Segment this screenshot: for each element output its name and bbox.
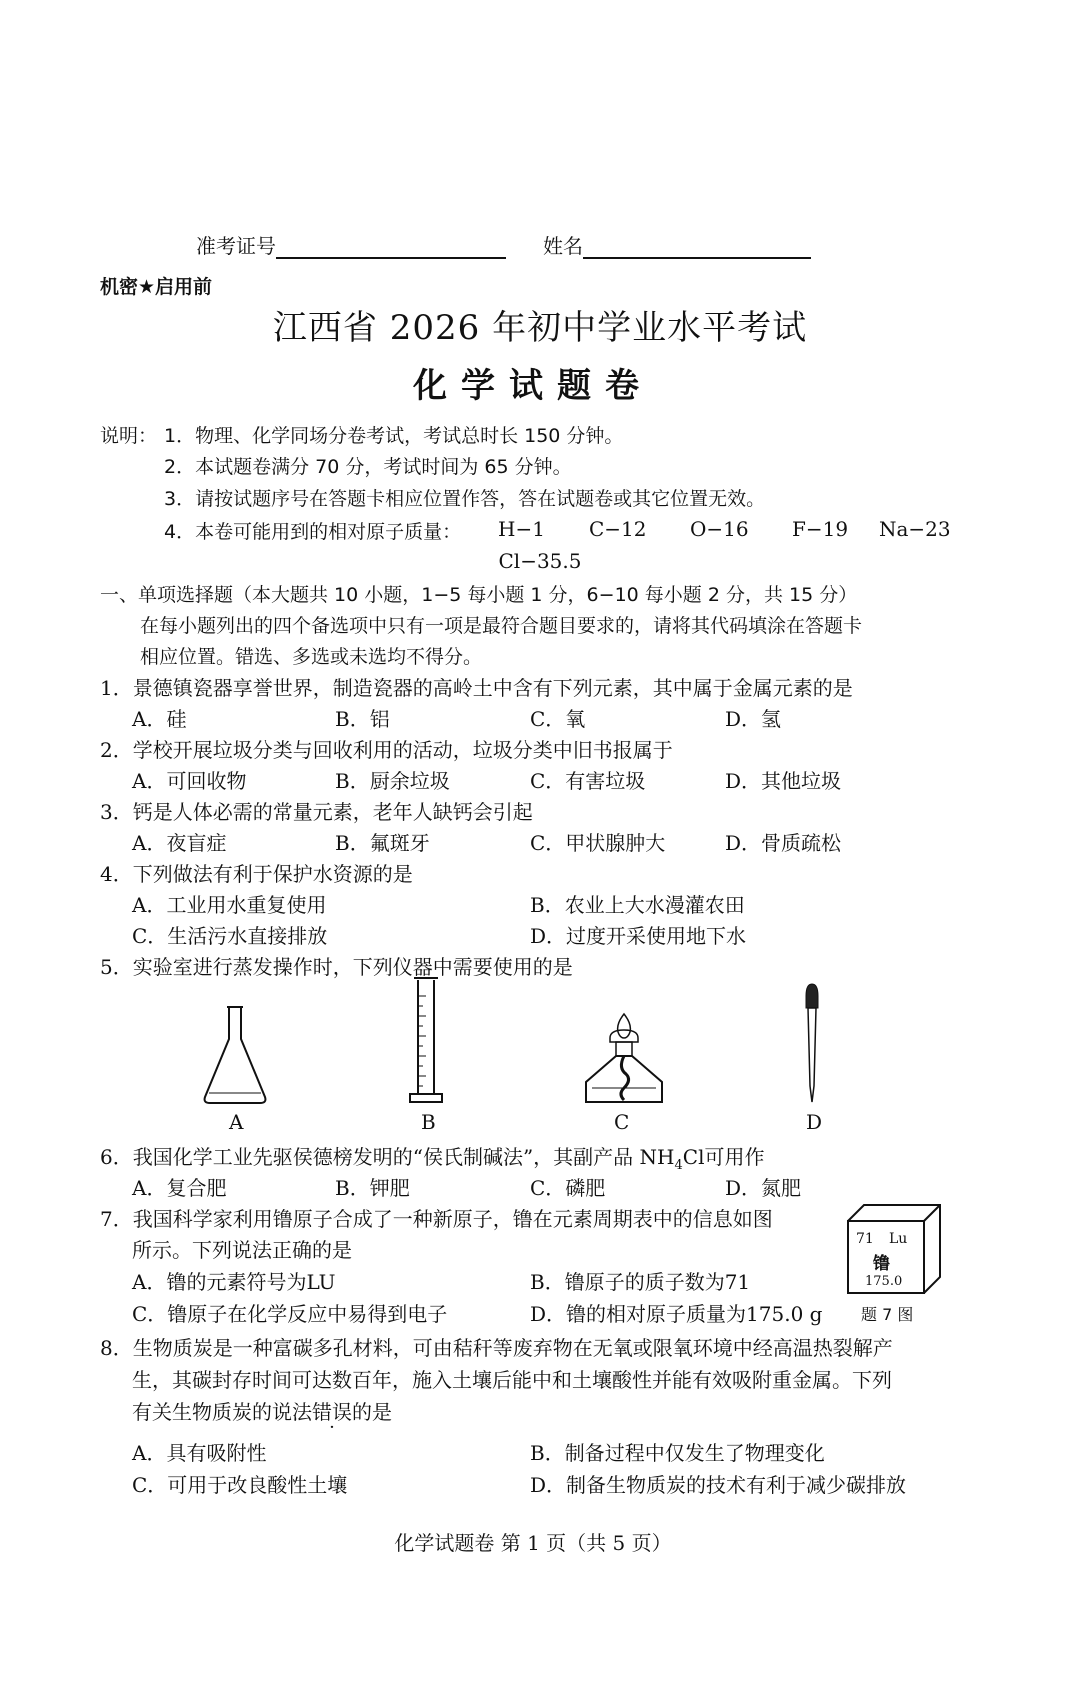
name-field [543,230,811,259]
element-symbol: Lu [889,1231,908,1247]
conical-flask-icon[interactable] [200,1005,270,1105]
section-heading: 一、单项选择题（本大题共 10 小题，1−5 每小题 1 分，6−10 每小题 2 分，共 15 分） [100,584,858,606]
q4-stem: 4．下列做法有利于保护水资源的是 [100,862,413,886]
q2-option-a[interactable]: A．可回收物 [132,769,247,793]
section-desc-1: 在每小题列出的四个备选项中只有一项是最符合题目要求的，请将其代码填涂在答题卡 [140,615,863,637]
q5-label-c: C [614,1110,630,1134]
q5-label-b: B [421,1110,436,1134]
q4-option-b[interactable]: B．农业上大水漫灌农田 [530,893,745,917]
q8-option-c[interactable]: C．可用于改良酸性土壤 [132,1473,348,1497]
q2-option-b[interactable]: B．厨余垃圾 [335,769,450,793]
q5-label-a: A [229,1110,244,1134]
q6-option-a[interactable]: A．复合肥 [132,1176,227,1200]
element-number: 71 [856,1231,874,1247]
instructions-lead: 说明： [100,425,158,447]
q8-option-d[interactable]: D．制备生物质炭的技术有利于减少碳排放 [530,1473,907,1497]
alcohol-lamp-icon[interactable] [578,1008,670,1106]
q4-option-c[interactable]: C．生活污水直接排放 [132,924,328,948]
q2-stem: 2．学校开展垃圾分类与回收利用的活动，垃圾分类中旧书报属于 [100,738,673,762]
q3-option-c[interactable]: C．甲状腺肿大 [530,831,666,855]
page-footer: 化学试题卷 第 1 页（共 5 页） [394,1531,672,1555]
q6-stem-text: 6．我国化学工业先驱侯德榜发明的“侯氏制碱法”，其副产品 NH [100,1145,675,1169]
q7-option-d[interactable]: D．镥的相对原子质量为175.0 g [530,1302,823,1326]
q7-option-b[interactable]: B．镥原子的质子数为71 [530,1270,751,1294]
mass-c: C−12 [589,517,647,541]
mass-cl: Cl−35.5 [498,549,582,573]
q8-option-b[interactable]: B．制备过程中仅发生了物理变化 [530,1441,825,1465]
q5-stem: 5．实验室进行蒸发操作时，下列仪器中需要使用的是 [100,955,573,979]
instruction-4: 4．本卷可能用到的相对原子质量： [164,521,462,543]
q3-option-b[interactable]: B．氟斑牙 [335,831,430,855]
q8-stem-2: 生，其碳封存时间可达数百年，施入土壤后能中和土壤酸性并能有效吸附重金属。下列 [132,1368,892,1392]
q4-option-d[interactable]: D．过度开采使用地下水 [530,924,747,948]
q3-stem: 3．钙是人体必需的常量元素，老年人缺钙会引起 [100,800,533,824]
mass-na: Na−23 [879,517,951,541]
element-name: 镥 [873,1254,890,1274]
instruction-3: 3．请按试题序号在答题卡相应位置作答，答在试题卷或其它位置无效。 [164,488,766,510]
mass-f: F−19 [792,517,849,541]
secret-mark: 机密★启用前 [100,276,213,298]
graduated-cylinder-icon[interactable] [408,976,444,1104]
mass-o: O−16 [690,517,749,541]
q6-option-c[interactable]: C．磷肥 [530,1176,606,1200]
q3-option-d[interactable]: D．骨质疏松 [725,831,842,855]
q8-stem-3-post: 的是 [352,1400,392,1424]
q4-option-a[interactable]: A．工业用水重复使用 [132,893,327,917]
q1-option-b[interactable]: B．铝 [335,707,390,731]
q6-option-b[interactable]: B．钾肥 [335,1176,410,1200]
name-blank [583,257,811,259]
q6-option-d[interactable]: D．氮肥 [725,1176,802,1200]
q2-option-c[interactable]: C．有害垃圾 [530,769,646,793]
q8-stem-3-pre: 有关生物质炭的说法 [132,1400,312,1424]
q7-option-c[interactable]: C．镥原子在化学反应中易得到电子 [132,1302,448,1326]
q2-option-d[interactable]: D．其他垃圾 [725,769,842,793]
exam-id-field [196,230,506,259]
section-desc-2: 相应位置。错选、多选或未选均不得分。 [140,646,483,668]
q7-option-a[interactable]: A．镥的元素符号为LU [132,1270,336,1294]
exam-id-blank [276,257,506,259]
name-label: 姓名 [543,234,583,258]
q6-stem [100,1141,764,1173]
q8-option-a[interactable]: A．具有吸附性 [132,1441,267,1465]
page-subtitle: 化学试题卷 [413,366,653,406]
q8-stem-3-emphasis: 错误 [312,1400,352,1424]
q3-option-a[interactable]: A．夜盲症 [132,831,227,855]
instruction-2: 2．本试题卷满分 70 分，考试时间为 65 分钟。 [164,456,572,478]
q7-stem-1: 7．我国科学家利用镥原子合成了一种新原子，镥在元素周期表中的信息如图 [100,1207,773,1231]
instruction-1: 1．物理、化学同场分卷考试，考试总时长 150 分钟。 [164,425,624,447]
q1-option-d[interactable]: D．氢 [725,707,782,731]
q7-stem-2: 所示。下列说法正确的是 [132,1238,352,1262]
page-title: 江西省 2026 年初中学业水平考试 [272,308,808,348]
figure-caption: 题 7 图 [861,1305,914,1324]
element-mass: 175.0 [865,1274,903,1289]
q6-subscript: 4 [674,1158,683,1173]
q1-option-a[interactable]: A．硅 [132,707,187,731]
q5-label-d: D [806,1110,823,1134]
q1-stem: 1．景德镇瓷器享誉世界，制造瓷器的高岭土中含有下列元素，其中属于金属元素的是 [100,676,853,700]
dropper-icon[interactable] [802,982,822,1104]
q1-option-c[interactable]: C．氧 [530,707,586,731]
q8-stem-3 [132,1396,392,1425]
q8-stem-1: 8．生物质炭是一种富碳多孔材料，可由秸秆等废弃物在无氧或限氧环境中经高温热裂解产 [100,1336,893,1360]
exam-id-label: 准考证号 [196,234,276,258]
q6-stem-tail: Cl可用作 [682,1145,765,1169]
mass-h: H−1 [498,517,545,541]
